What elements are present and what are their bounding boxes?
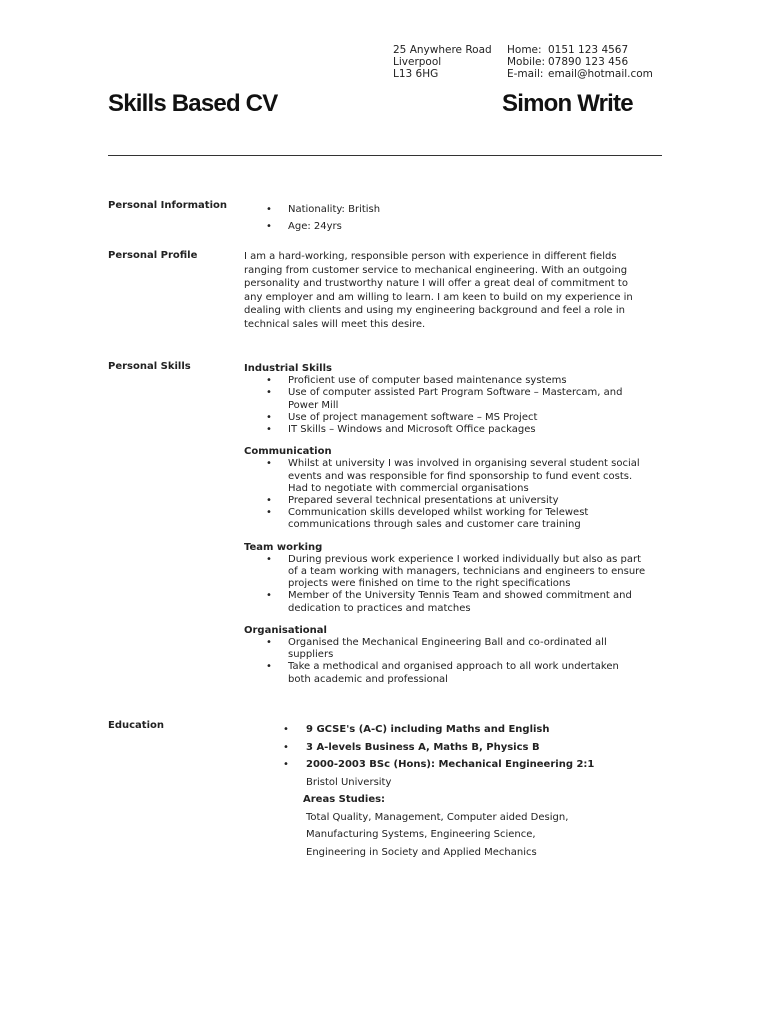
item-line: • Communication skills developed whilst working for Telewest <box>288 507 589 519</box>
contact-mobile <box>507 56 653 68</box>
skill-group-heading: Industrial Skills <box>244 363 332 374</box>
address-block <box>393 44 492 80</box>
item-line: • Member of the University Tennis Team and showed commitment and <box>288 590 632 602</box>
skill-group-team-working <box>244 542 654 615</box>
personal-information-list <box>288 201 380 235</box>
skill-list <box>288 637 654 686</box>
item-line: Power Mill <box>288 399 339 411</box>
section-label-personal-skills: Personal Skills <box>108 361 191 372</box>
item-line: • Proficient use of computer based maintenance systems <box>288 375 567 387</box>
address-line: L13 6HG <box>393 68 439 80</box>
list-item: • Nationality: British <box>288 201 380 218</box>
list-item <box>288 554 654 591</box>
item-line: communications through sales and customer care training <box>288 519 581 531</box>
candidate-name: Simon Write <box>502 90 633 117</box>
address-line: Liverpool <box>393 56 442 68</box>
personal-skills-content <box>244 363 654 696</box>
item-line: events and was responsible for find sponsorship to fund event costs. <box>288 470 633 482</box>
profile-line: ranging from customer service to mechanical engineering. With an outgoing <box>244 264 628 276</box>
profile-line: technical sales will meet this desire. <box>244 318 426 330</box>
list-item: • 2000-2003 BSc (Hons): Mechanical Engineering 2:1 <box>306 756 594 774</box>
education-list <box>306 721 594 774</box>
item-line: • During previous work experience I worked individually but also as part <box>288 553 641 565</box>
section-label-education: Education <box>108 720 164 731</box>
profile-line: any employer and am willing to learn. I am keen to build on my experience in <box>244 291 633 303</box>
header-divider <box>108 155 662 156</box>
section-label-personal-information: Personal Information <box>108 200 227 211</box>
contact-value: email@hotmail.com <box>548 68 653 80</box>
contact-label: E-mail: <box>507 68 544 80</box>
contact-block <box>507 44 653 80</box>
profile-line: I am a hard-working, responsible person with experience in different fields <box>244 251 617 262</box>
education-content <box>303 721 595 861</box>
item-line: • Use of project management software – MS Project <box>288 411 538 423</box>
list-item: • Age: 24yrs <box>288 218 380 235</box>
contact-label: Home: <box>507 44 542 56</box>
list-item <box>288 495 654 507</box>
document-title: Skills Based CV <box>108 90 278 117</box>
contact-label: Mobile: <box>507 56 545 68</box>
areas-studied-line: Manufacturing Systems, Engineering Science, <box>306 829 536 840</box>
skill-list <box>288 375 654 436</box>
skill-list <box>288 554 654 615</box>
item-line: both academic and professional <box>288 673 448 685</box>
skill-group-industrial <box>244 363 654 436</box>
list-item <box>288 507 654 531</box>
item-line: • Whilst at university I was involved in organising several student social <box>288 458 640 470</box>
profile-line: personality and trustworthy nature I will offer a great deal of commitment to <box>244 278 628 290</box>
list-item: • 9 GCSE's (A-C) including Maths and English <box>306 721 594 739</box>
list-item <box>288 458 654 495</box>
list-item <box>288 412 654 424</box>
item-line: suppliers <box>288 649 334 661</box>
address-line: 25 Anywhere Road <box>393 44 492 56</box>
list-item <box>288 375 654 387</box>
contact-home <box>507 44 653 56</box>
list-item: • 3 A-levels Business A, Maths B, Physics B <box>306 739 594 757</box>
list-item <box>288 637 654 661</box>
item-line: • Use of computer assisted Part Program Software – Mastercam, and <box>288 387 623 399</box>
areas-studied-line: Total Quality, Management, Computer aided Design, <box>306 811 569 823</box>
item-line: • Prepared several technical presentations at university <box>288 495 559 507</box>
item-line: Had to negotiate with commercial organisations <box>288 482 529 494</box>
university-name: Bristol University <box>306 776 392 788</box>
item-line: dedication to practices and matches <box>288 602 471 614</box>
skill-group-communication <box>244 446 654 531</box>
item-line: • Take a methodical and organised approach to all work undertaken <box>288 661 619 673</box>
skill-group-heading: Organisational <box>244 624 327 636</box>
skill-group-heading: Communication <box>244 446 332 458</box>
item-line: of a team working with managers, technicians and engineers to ensure <box>288 566 646 578</box>
section-label-personal-profile: Personal Profile <box>108 250 198 261</box>
skill-group-heading: Team working <box>244 541 323 553</box>
list-item <box>288 661 654 685</box>
list-item <box>288 387 654 411</box>
list-item <box>288 424 654 436</box>
item-line: • IT Skills – Windows and Microsoft Office packages <box>288 424 536 436</box>
skill-list <box>288 458 654 531</box>
contact-email <box>507 68 653 80</box>
contact-value: 07890 123 456 <box>548 56 629 68</box>
contact-value: 0151 123 4567 <box>548 44 629 56</box>
personal-profile-text <box>244 250 644 332</box>
item-line: • Organised the Mechanical Engineering Ball and co-ordinated all <box>288 637 607 649</box>
list-item <box>288 590 654 614</box>
item-line: projects were finished on time to the right specifications <box>288 578 571 590</box>
areas-studied-line: Engineering in Society and Applied Mechanics <box>306 846 537 858</box>
areas-studied-heading: Areas Studies: <box>303 794 386 805</box>
profile-line: dealing with clients and using my engineering background and feel a role in <box>244 305 625 317</box>
skill-group-organisational <box>244 625 654 686</box>
